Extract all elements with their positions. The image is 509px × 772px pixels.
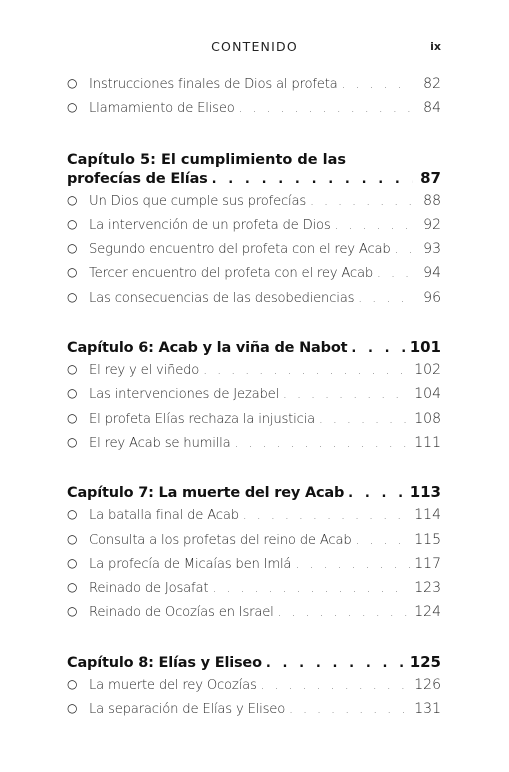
dot-leader (289, 702, 410, 716)
bullet-circle-icon (67, 411, 89, 425)
toc-entry-title: Segundo encuentro del profeta con el rey Acab (89, 242, 391, 258)
bullet-circle-icon (67, 532, 89, 546)
toc-entry-title: La separación de Elías y Eliseo (89, 702, 286, 718)
toc-entry-title: Las consecuencias de las desobediencias (89, 290, 355, 306)
dot-leader (335, 218, 413, 232)
dot-leader (310, 194, 413, 208)
chapter-page: 125 (409, 652, 441, 671)
toc-entry-title: Las intervenciones de Jezabel (89, 387, 280, 403)
running-head (0, 37, 509, 55)
toc-entry-page: 131 (414, 701, 441, 718)
bullet-circle-icon (67, 362, 89, 376)
toc-entry[interactable] (67, 193, 441, 217)
bullet-circle-icon (67, 76, 89, 90)
dot-leader (295, 557, 410, 571)
toc-entry-title: Reinado de Ocozías en Israel (89, 605, 274, 621)
chapter-heading-6[interactable] (67, 338, 441, 359)
toc-entry-title: La intervención de un profeta de Dios (89, 217, 331, 233)
toc-entry-page: 111 (414, 434, 441, 451)
bullet-circle-icon (67, 193, 89, 207)
dot-leader (377, 266, 413, 280)
chapter-heading-7[interactable] (67, 483, 441, 504)
chapter-title-line1: Capítulo 5: El cumplimiento de las (67, 151, 347, 168)
toc-entry[interactable] (67, 290, 441, 314)
toc-entry-page: 88 (423, 192, 441, 209)
dot-leader (395, 242, 413, 256)
toc-entry[interactable] (67, 532, 441, 556)
toc-entry-page: 82 (423, 76, 441, 92)
toc-entry-title: La profecía de Micaías ben Imlá (89, 556, 292, 572)
dot-leader (283, 387, 410, 401)
toc-entry-title: La muerte del rey Ocozías (89, 677, 257, 693)
toc-entry-title: Consulta a los profetas del reino de Acab (89, 532, 352, 548)
toc-entry-page: 102 (414, 362, 441, 379)
chapter-heading-5[interactable] (67, 151, 441, 190)
chapter-title: Capítulo 8: Elías y Eliseo (67, 654, 262, 671)
dot-leader (243, 508, 410, 522)
dot-leader (356, 533, 411, 547)
toc-entry-page: 92 (423, 216, 441, 233)
toc-entry[interactable] (67, 580, 441, 604)
toc-entry[interactable] (67, 217, 441, 241)
toc-entry[interactable] (67, 76, 441, 100)
chapter-page: 101 (409, 338, 441, 357)
toc-entry[interactable] (67, 100, 441, 124)
toc-entry[interactable] (67, 677, 441, 701)
toc-entry-page: 123 (414, 580, 441, 597)
toc-entry-page: 124 (414, 604, 441, 621)
toc-entry[interactable] (67, 362, 441, 386)
bullet-circle-icon (67, 701, 89, 715)
toc-entry-page: 115 (414, 531, 441, 548)
toc-entry-page: 96 (423, 289, 441, 306)
bullet-circle-icon (67, 435, 89, 449)
dot-leader (203, 363, 410, 377)
chapter-page: 113 (409, 483, 441, 502)
toc-entry-title: Instrucciones finales de Dios al profeta (89, 77, 338, 92)
toc-entry-page: 94 (423, 265, 441, 282)
dot-leader (235, 436, 411, 450)
bullet-circle-icon (67, 507, 89, 521)
toc-entry-title: Llamamiento de Eliseo (89, 101, 235, 117)
bullet-circle-icon (67, 556, 89, 570)
toc-entry-page: 104 (414, 386, 441, 403)
bullet-circle-icon (67, 580, 89, 594)
toc-entry-page: 114 (414, 507, 441, 524)
chapter-heading-8[interactable] (67, 653, 441, 674)
dot-leader (342, 77, 413, 91)
dot-leader (278, 605, 411, 619)
toc-entry-page: 93 (423, 241, 441, 258)
toc-entry-page: 126 (414, 676, 441, 693)
bullet-circle-icon (67, 100, 89, 114)
toc-entry[interactable] (67, 411, 441, 435)
toc-entry[interactable] (67, 435, 441, 459)
toc-entry-title: Reinado de Josafat (89, 581, 209, 597)
dot-leader (351, 341, 405, 356)
chapter-page: 87 (420, 168, 441, 187)
bullet-circle-icon (67, 241, 89, 255)
toc-entry-title: El rey Acab se humilla (89, 435, 231, 451)
toc-entry[interactable] (67, 556, 441, 580)
dot-leader (212, 581, 410, 595)
dot-leader (319, 412, 410, 426)
chapter-title-line2: profecías de Elías (67, 170, 208, 187)
toc-entry[interactable] (67, 386, 441, 410)
dot-leader (239, 101, 413, 115)
toc-entry[interactable] (67, 507, 441, 531)
chapter-title: Capítulo 6: Acab y la viña de Nabot (67, 340, 348, 357)
dot-leader (212, 172, 413, 187)
toc-entry-title: El rey y el viñedo (89, 363, 200, 379)
toc-entry-page: 84 (423, 100, 441, 117)
running-head-title: CONTENIDO (211, 39, 298, 54)
toc-entry-title: Tercer encuentro del profeta con el rey Acab (89, 266, 374, 282)
toc-entry-title: Un Dios que cumple sus profecías (89, 193, 307, 209)
dot-leader (266, 656, 406, 671)
toc-entry[interactable] (67, 241, 441, 265)
chapter-title: Capítulo 7: La muerte del rey Acab (67, 485, 345, 502)
bullet-circle-icon (67, 290, 89, 304)
bullet-circle-icon (67, 265, 89, 279)
toc-entry-page: 108 (414, 410, 441, 427)
toc-entry[interactable] (67, 265, 441, 289)
bullet-circle-icon (67, 604, 89, 618)
bullet-circle-icon (67, 677, 89, 691)
toc-entry-title: La batalla final de Acab (89, 508, 239, 524)
dot-leader (358, 291, 413, 305)
toc-entry[interactable] (67, 701, 441, 725)
dot-leader (261, 678, 411, 692)
dot-leader (348, 486, 406, 501)
bullet-circle-icon (67, 217, 89, 231)
bullet-circle-icon (67, 386, 89, 400)
toc-entry-page: 117 (414, 555, 441, 572)
running-head-page-number: ix (430, 40, 441, 53)
toc-entry[interactable] (67, 604, 441, 628)
toc-entry-title: El profeta Elías rechaza la injusticia (89, 411, 315, 427)
table-of-contents (67, 76, 441, 725)
